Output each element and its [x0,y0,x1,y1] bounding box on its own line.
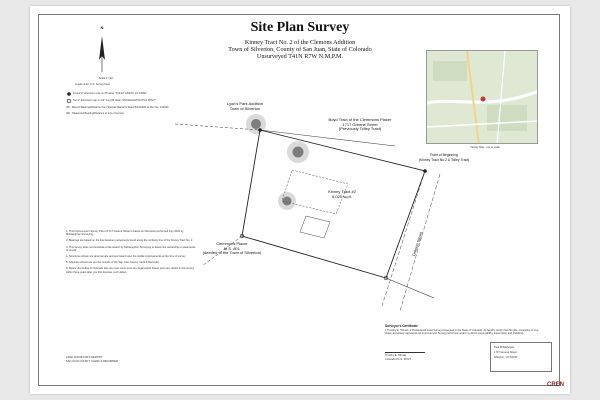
cren-logo: CREN [546,382,564,388]
client-title-block [490,342,552,372]
label-clemmons-placer: Clemmons Placer M.S. 801 (deeded to the Town of Silverton) [202,241,262,256]
survey-sheet [30,6,570,394]
client-name: Paul McMahogan [494,346,515,349]
tree-icon [251,119,261,129]
label-point-of-beginning: Point of Beginning (Kinney Tract No.2 & Tolley Tract) [418,153,470,162]
subtitle-tract: Kinney Tract No. 2 of the Clemons Addition [244,39,356,46]
label-greene-street: Greene Street [410,231,424,257]
subtitle-town: Town of Silverton, County of San Juan, State of Colorado [228,46,372,53]
tree-icon [283,197,292,206]
note-item: 1. This Improvement Survey Plat of 1717 Greene Street is based on field work performed July 2023 by McNaughton Surveying. [66,230,184,237]
client-address: 1717 Greene Street [494,351,517,354]
note-item: 5. Adjoiners shown are per the records of the San Juan County Clerk & Recorder. [66,261,160,265]
legend-item-record: (R) - Record Bearing/Distance from Special Warranty Deed 8/14/2023 at Rec No. 144946 [66,106,169,109]
kinney-tract-boundary [242,130,425,278]
signature-line [385,352,425,353]
note-item: 6. Notice: According to Colorado law you must commence any legal action based upon any defect in this survey within three years after you first discover such defect. [66,267,195,274]
recorder-deposit: LAND SURVEYOR'S DEPOSIT [66,356,103,359]
label-kinney-tract: Kinney Tract #2 6,020 sq.ft. [328,189,356,199]
page-title: Site Plan Survey [250,20,350,35]
client-city: Silverton, CO 81433 [494,356,518,359]
subtitle-unsurveyed: Unsurveyed T41N R7W N.M.P.M. [256,53,344,60]
recorder-county: SAN JUAN COUNTY CLERK & RECORDER [66,360,118,363]
vicinity-map-graphic [427,51,538,144]
vicinity-map-caption: Vicinity Map - not to scale [470,146,500,149]
label-lyons-park: Lyon's Park Addition Town of Silverton [227,101,263,111]
scale-label: Scale 1"=10' [98,77,114,80]
site-location-icon [481,97,486,102]
south-adjoiner-line [386,278,434,298]
survey-notes [66,230,196,277]
surveyor-heading: Surveyor's Certificate [385,324,418,328]
found-monument-icon [423,169,427,173]
found-monument-icon [258,128,262,132]
legend-item-measured: (M) - Measured Bearing/Distance at time of survey [66,112,124,115]
vicinity-map [426,50,538,144]
surveyor-text: I, Timothy E. Tillman, a Professional Land Surveyor licensed in the State of Colorado, do hereby certify that this plat, consisting of one sheet, accurately represents an Improvement Survey performed under my direct responsibility, supervision and checking. [385,329,539,336]
north-adjoiner-line [260,130,395,146]
surveyor-license: Colorado P.L.S. 38727 [385,358,411,361]
tree-icon [293,147,304,158]
note-item: 3. This survey does not constitute a title search by McNaughton Surveying to determine ownership or easements of record. [66,245,196,252]
legend-item-found: Found 2" aluminum cap on #5 rebar "FOLEY ASSOC LS 24950" [73,92,147,95]
note-item: 2. Bearings are based on the line between monuments found along the northerly line of the Kinney Tract No. 2. [66,239,194,243]
label-boyd-tract: Boyd Tract of the Clemmons Placer 1717 Greene Street (Previously Tolley Tract) [328,117,392,132]
surveyor-signature: Timothy E. Tillman [385,354,407,357]
note-item: 4. Structures shown are approximate and are based upon the visible improvements at the time of survey. [66,255,187,259]
units-label: Lineal Units: U.S. Survey Feet [75,83,110,86]
shed-outline [300,216,330,238]
legend-item-set: Set 2" aluminum cap on 18" long #5 rebar "MCNAUGHTON PLS 38727" [73,99,156,102]
north-letter: N [100,25,104,30]
